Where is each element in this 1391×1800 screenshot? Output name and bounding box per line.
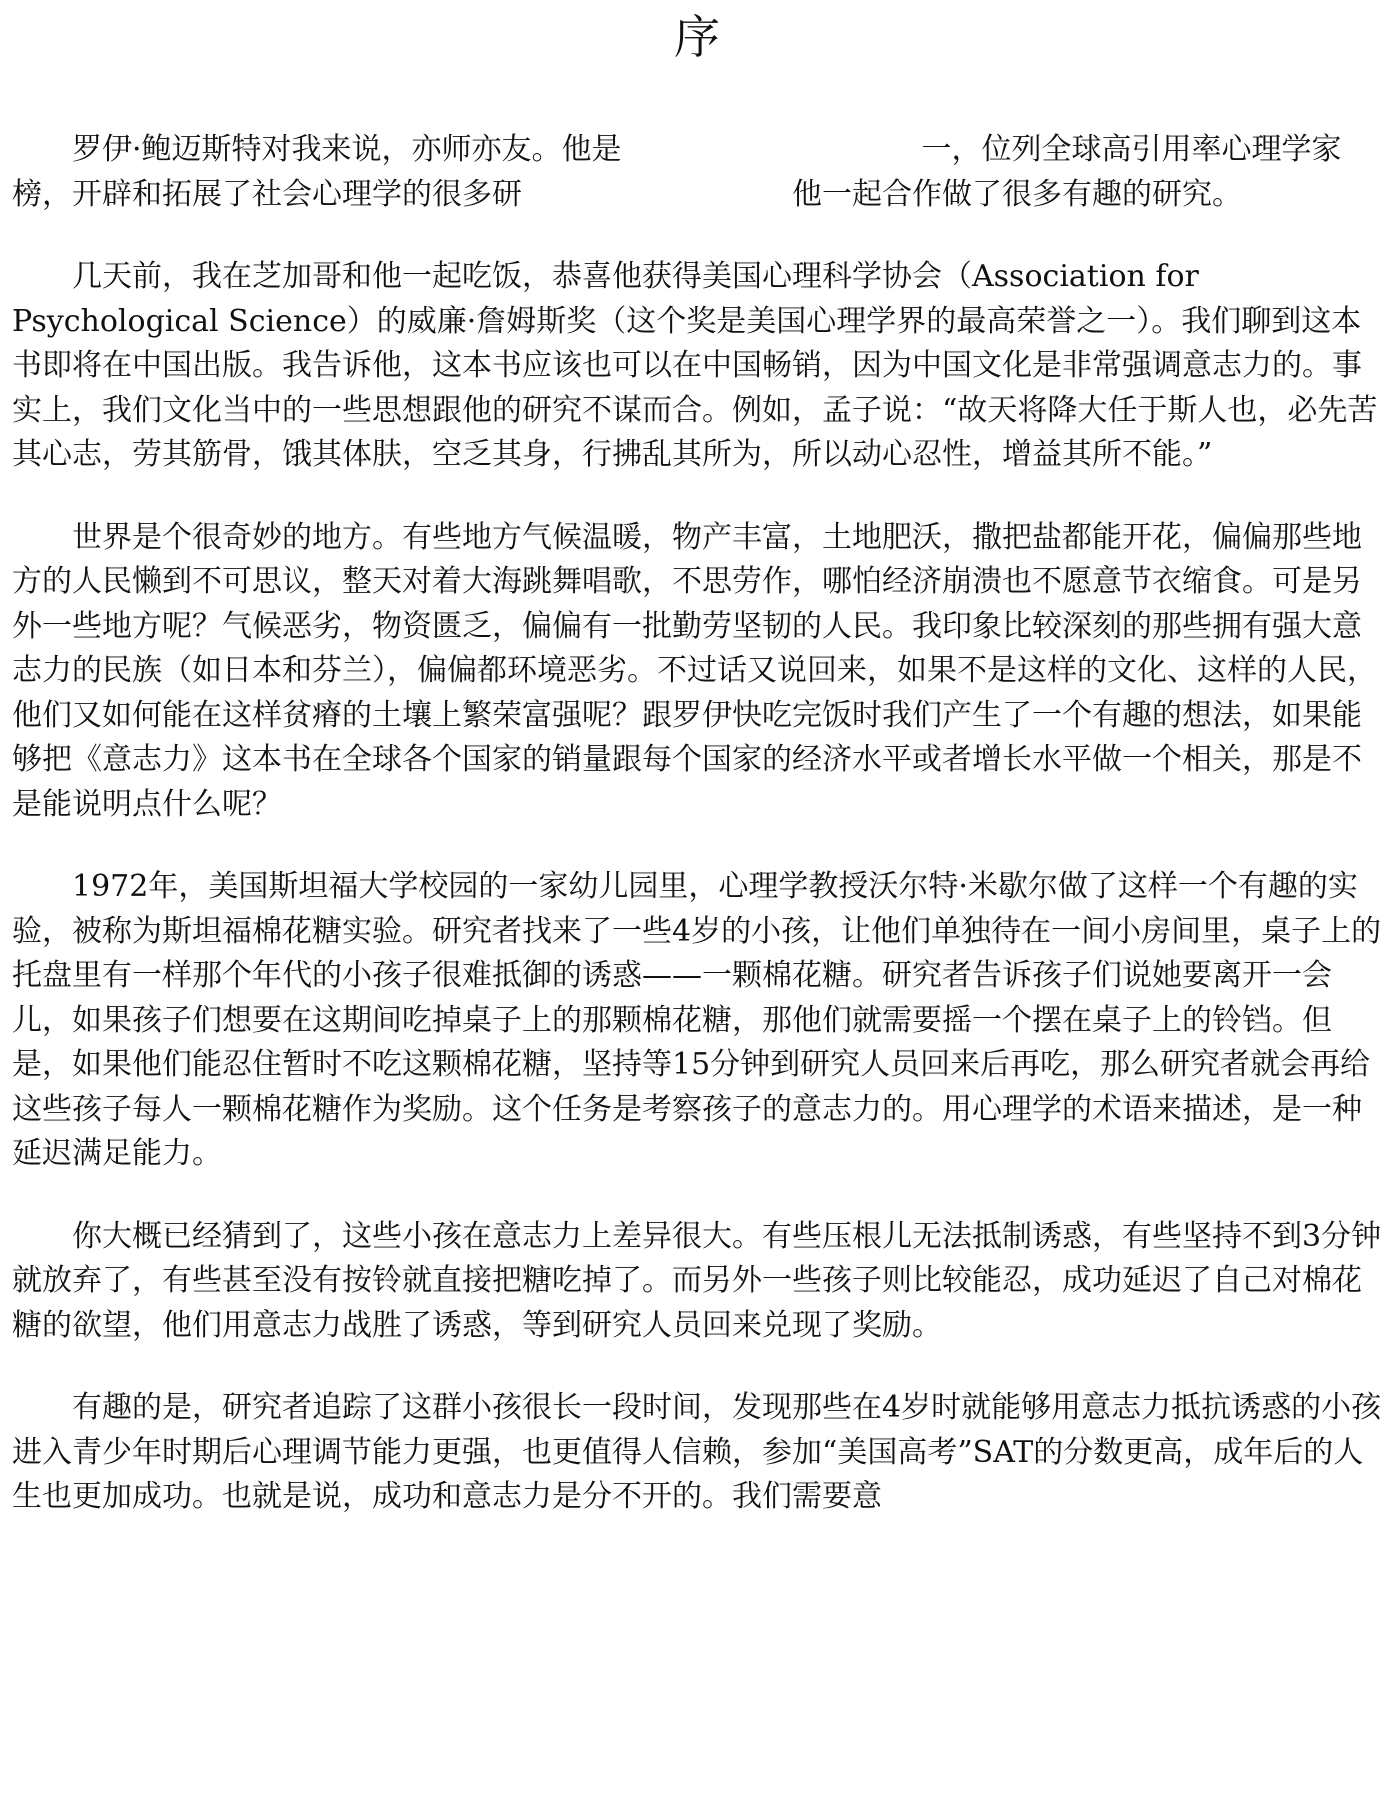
document-page [12, 0, 1382, 1520]
paragraph-3: 世界是个很奇妙的地方。有些地方气候温暖，物产丰富，土地肥沃，撒把盐都能开花，偏偏那些地方的人民懒到不可思议，整天对着大海跳舞唱歌，不思劳作，哪怕经济崩溃也不愿意节衣缩食。可是另外一些地方呢？气候恶劣，物资匮乏，偏偏有一批勤劳坚韧的人民。我印象比较深刻的那些拥有强大意志力的民族（如日本和芬兰），偏偏都环境恶劣。不过话又说回来，如果不是这样的文化、这样的人民，他们又如何能在这样贫瘠的土壤上繁荣富强呢？跟罗伊快吃完饭时我们产生了一个有趣的想法，如果能够把《意志力》这本书在全球各个国家的销量跟每个国家的经济水平或者增长水平做一个相关，那是不是能说明点什么呢？ [12, 519, 1377, 822]
paragraph-5: 你大概已经猜到了，这些小孩在意志力上差异很大。有些压根儿无法抵制诱惑，有些坚持不到3分钟就放弃了，有些甚至没有按铃就直接把糖吃掉了。而另外一些孩子则比较能忍，成功延迟了自己对棉花糖的欲望，他们用意志力战胜了诱惑，等到研究人员回来兑现了奖励。 [12, 1218, 1382, 1343]
paragraph-1: 罗伊·鲍迈斯特对我来说，亦师亦友。他是 一，位列全球高引用率心理学家榜，开辟和拓展了社会心理学的很多研 他一起合作做了很多有趣的研究。 [12, 132, 1342, 212]
paragraph-4: 1972年，美国斯坦福大学校园的一家幼儿园里，心理学教授沃尔特·米歇尔做了这样一个有趣的实验，被称为斯坦福棉花糖实验。研究者找来了一些4岁的小孩，让他们单独待在一间小房间里，桌子上的托盘里有一样那个年代的小孩子很难抵御的诱惑——一颗棉花糖。研究者告诉孩子们说她要离开一会儿，如果孩子们想要在这期间吃掉桌子上的那颗棉花糖，那他们就需要摇一个摆在桌子上的铃铛。但是，如果他们能忍住暂时不吃这颗棉花糖，坚持等15分钟到研究人员回来后再吃，那么研究者就会再给这些孩子每人一颗棉花糖作为奖励。这个任务是考察孩子的意志力的。用心理学的术语来描述，是一种延迟满足能力。 [12, 869, 1382, 1171]
page-title: 序 [674, 10, 720, 64]
paragraph-6: 有趣的是，研究者追踪了这群小孩很长一段时间，发现那些在4岁时就能够用意志力抵抗诱惑的小孩进入青少年时期后心理调节能力更强，也更值得人信赖，参加“美国高考”SAT的分数更高，成年后的人生也更加成功。也就是说，成功和意志力是分不开的。我们需要意 [12, 1390, 1382, 1514]
paragraph-2: 几天前，我在芝加哥和他一起吃饭，恭喜他获得美国心理科学协会（Association for Psychological Science）的威廉·詹姆斯奖（这个奖是美国心理学界的最高荣誉之一）。我们聊到这本书即将在中国出版。我告诉他，这本书应该也可以在中国畅销，因为中国文化是非常强调意志力的。事实上，我们文化当中的一些思想跟他的研究不谋而合。例如，孟子说：“故天将降大任于斯人也，必先苦其心志，劳其筋骨，饿其体肤，空乏其身，行拂乱其所为，所以动心忍性，增益其所不能。” [12, 259, 1378, 472]
